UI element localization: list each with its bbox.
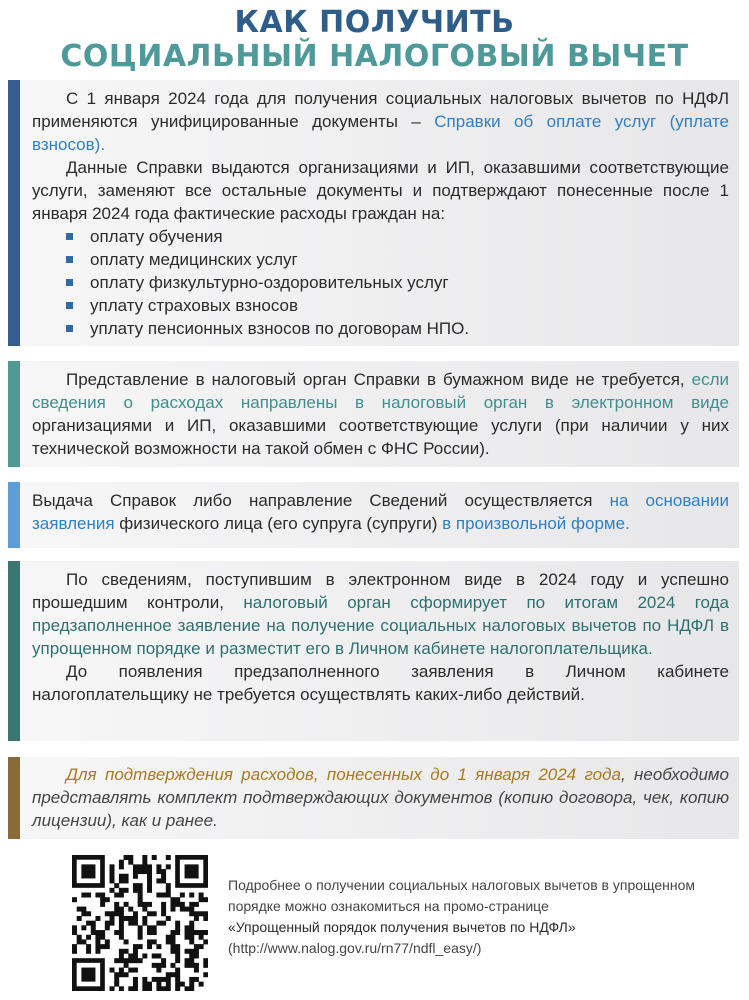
highlight-text: налоговый орган сформирует по итогам 2024 года предзаполненное заявление на получение социальных налоговых вычетов по НДФЛ в упрощенном порядке и разместит его в Личном кабинете налогоплательщика. bbox=[32, 593, 730, 658]
title-line-1: КАК ПОЛУЧИТЬ bbox=[234, 5, 515, 40]
section-accent-bar bbox=[8, 80, 20, 346]
highlight-text: в произвольной форме. bbox=[442, 514, 630, 533]
section-before-2024 bbox=[8, 757, 739, 839]
paragraph bbox=[32, 489, 729, 535]
paragraph bbox=[32, 368, 729, 460]
bullet-square-icon bbox=[66, 302, 73, 309]
paragraph bbox=[32, 568, 729, 660]
promo-info bbox=[228, 875, 728, 959]
bullet-square-icon bbox=[66, 325, 73, 332]
highlight-text: Справки об оплате услуг (уплате взносов). bbox=[32, 112, 729, 154]
section-unified-documents bbox=[8, 80, 739, 346]
list-item bbox=[66, 317, 729, 340]
promo-page-link[interactable]: «Упрощенный порядок получения вычетов по НДФЛ» bbox=[228, 919, 576, 935]
text: С 1 января 2024 года для получения социальных налоговых вычетов по НДФЛ применяются унифицированные документы – bbox=[32, 89, 729, 131]
qr-code-icon[interactable] bbox=[72, 855, 208, 991]
highlight-text: если сведения о расходах направлены в налоговый орган в электронном виде bbox=[32, 370, 729, 412]
list-item-text: оплату обучения bbox=[90, 227, 223, 246]
list-item bbox=[66, 294, 729, 317]
highlight-text: на основании заявления bbox=[32, 491, 730, 533]
promo-text: Подробнее о получении социальных налоговых вычетов в упрощенном порядке можно ознакомиться на промо-странице bbox=[228, 877, 696, 914]
page-title bbox=[0, 6, 749, 74]
bullet-square-icon bbox=[66, 279, 73, 286]
bullet-square-icon bbox=[66, 256, 73, 263]
paragraph: До появления предзаполненного заявления в Личном кабинете налогоплательщику не требуется осуществлять каких-либо действий. bbox=[32, 662, 729, 704]
title-line-2: СОЦИАЛЬНЫЙ НАЛОГОВЫЙ ВЫЧЕТ bbox=[60, 39, 689, 74]
text: По сведениям, поступившим в электронном виде в 2024 году и успешно прошедшим контроли, bbox=[32, 570, 729, 612]
qr-code-graphic bbox=[72, 855, 208, 991]
expense-list bbox=[66, 225, 729, 340]
section-accent-bar bbox=[8, 561, 20, 741]
text: организациями и ИП, оказавшими соответствующие услуги (при наличии у них технической возможности на такой обмен с ФНС России). bbox=[32, 416, 729, 458]
list-item bbox=[66, 271, 729, 294]
section-accent-bar bbox=[8, 361, 20, 467]
text: физического лица (его супруга (супруги) bbox=[114, 514, 443, 533]
list-item-text: уплату пенсионных взносов по договорам НПО. bbox=[90, 319, 470, 338]
highlight-text: Для подтверждения расходов, понесенных до 1 января 2024 года bbox=[66, 765, 621, 784]
list-item bbox=[66, 248, 729, 271]
section-prefilled-application bbox=[8, 561, 739, 741]
list-item-text: оплату медицинских услуг bbox=[90, 250, 298, 269]
bullet-square-icon bbox=[66, 233, 73, 240]
text: Выдача Справок либо направление Сведений осуществляется bbox=[32, 491, 610, 510]
promo-url[interactable]: (http://www.nalog.gov.ru/rn77/ndfl_easy/) bbox=[228, 940, 482, 956]
paragraph bbox=[32, 87, 729, 156]
paragraph bbox=[32, 763, 729, 832]
paragraph: Данные Справки выдаются организациями и ИП, оказавшими соответствующие услуги, заменяют все остальные документы и подтверждают понесенные после 1 января 2024 года фактические расходы граждан на: bbox=[32, 158, 729, 223]
list-item-text: уплату страховых взносов bbox=[90, 296, 298, 315]
section-accent-bar bbox=[8, 482, 20, 548]
text: Представление в налоговый орган Справки в бумажном виде не требуется, bbox=[66, 370, 692, 389]
section-paper-not-required bbox=[8, 361, 739, 467]
section-accent-bar bbox=[8, 757, 20, 839]
list-item-text: оплату физкультурно-оздоровительных услуг bbox=[90, 273, 449, 292]
text: , необходимо представлять комплект подтверждающих документов (копию договора, чек, копию лицензии), как и ранее. bbox=[32, 765, 730, 830]
list-item bbox=[66, 225, 729, 248]
section-issuance bbox=[8, 482, 739, 548]
